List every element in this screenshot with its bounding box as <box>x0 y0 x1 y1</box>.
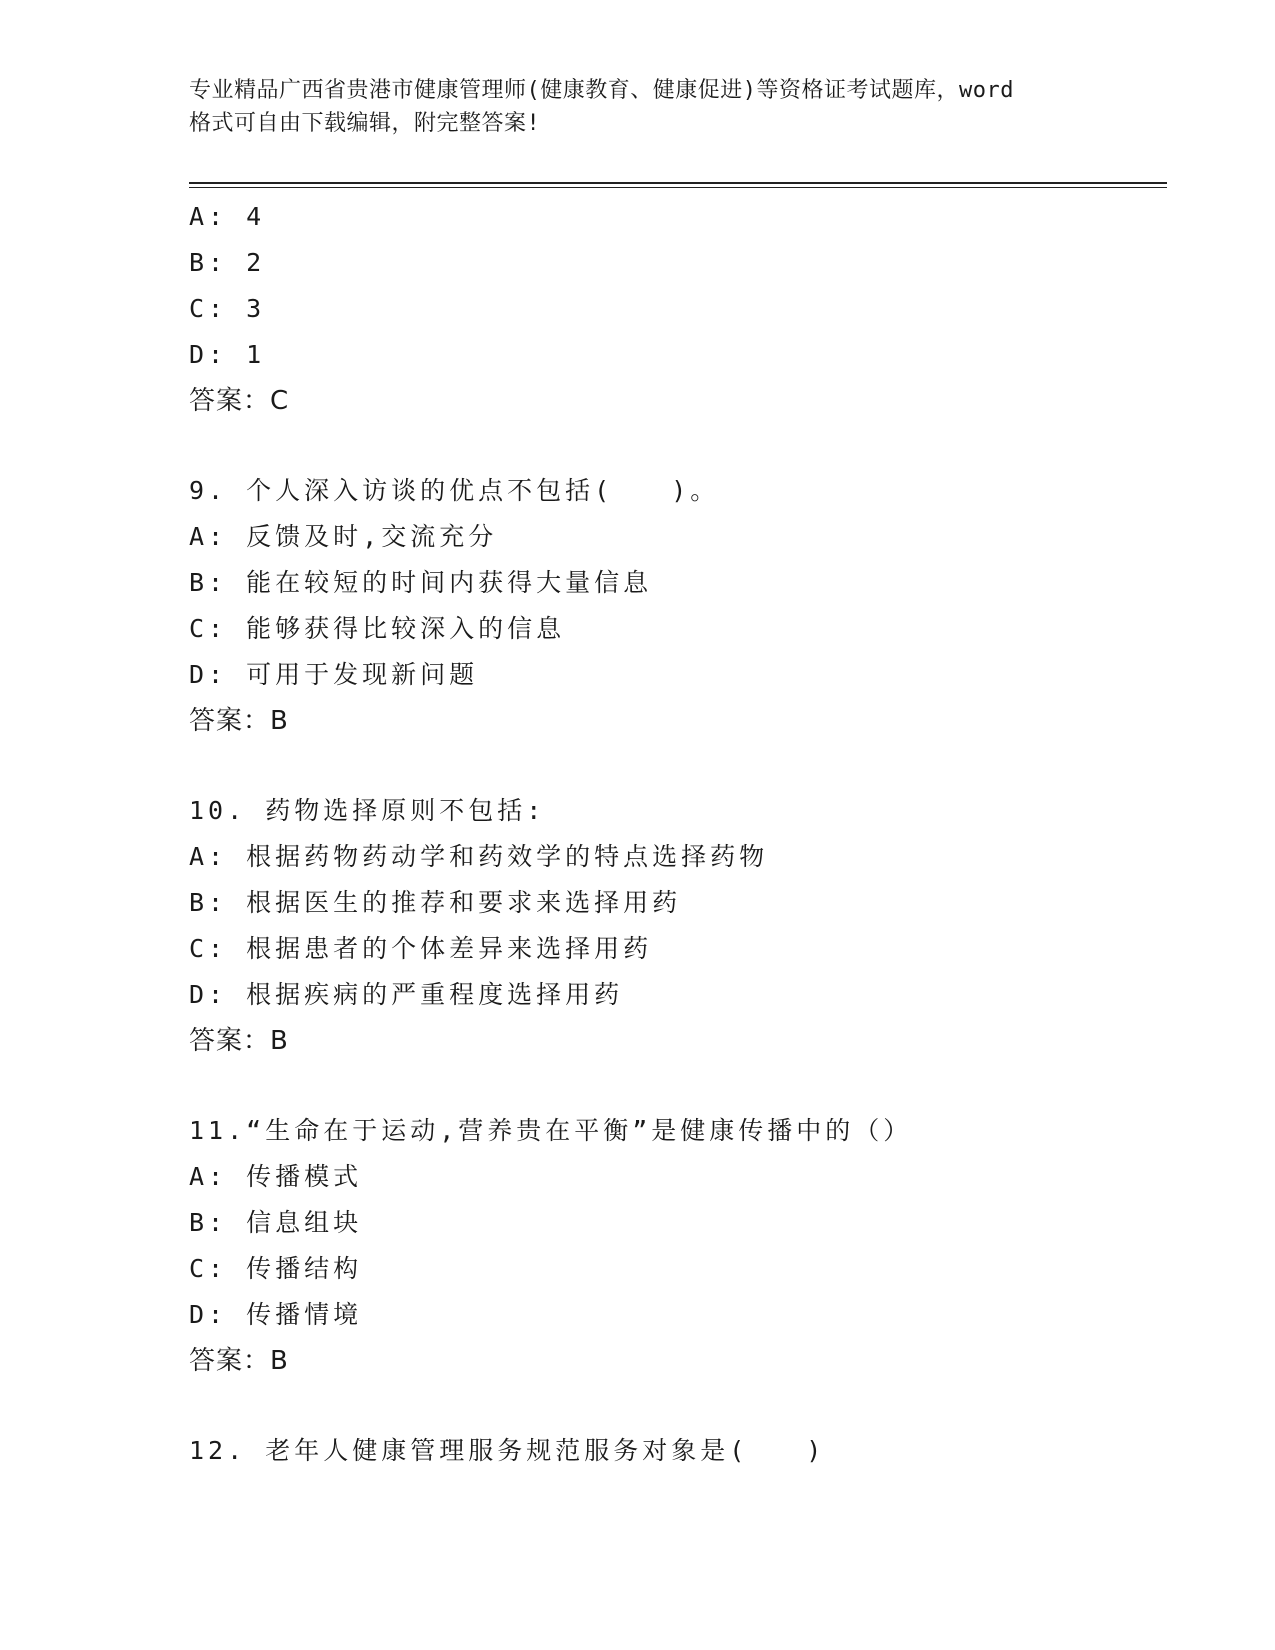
answer-line <box>189 378 1169 424</box>
option-text: 根据患者的个体差异来选择用药 <box>246 934 653 963</box>
option-key: A: <box>189 1162 228 1191</box>
header-divider <box>189 182 1167 188</box>
document-header <box>189 74 1109 140</box>
option-text: 2 <box>246 248 266 277</box>
option-text: 4 <box>246 202 266 231</box>
option-text: 反馈及时,交流充分 <box>246 522 498 551</box>
header-title-line-1: 专业精品广西省贵港市健康管理师(健康教育、健康促进)等资格证考试题库，word <box>189 78 1014 103</box>
answer-line <box>189 1018 1169 1064</box>
option-b <box>189 240 1169 286</box>
option-key: B: <box>189 1208 228 1237</box>
option-text: 可用于发现新问题 <box>246 660 479 689</box>
question-12 <box>189 1428 1169 1474</box>
option-key: C: <box>189 1254 228 1283</box>
option-c <box>189 1246 1169 1292</box>
option-b <box>189 1200 1169 1246</box>
option-a <box>189 514 1169 560</box>
spacer <box>189 744 1169 788</box>
option-key: B: <box>189 888 228 917</box>
option-d <box>189 972 1169 1018</box>
answer-label: 答案： <box>189 386 271 416</box>
option-text: 能够获得比较深入的信息 <box>246 614 566 643</box>
option-b <box>189 560 1169 606</box>
option-key: C: <box>189 934 228 963</box>
option-text: 信息组块 <box>246 1208 363 1237</box>
option-text: 根据疾病的严重程度选择用药 <box>246 980 624 1009</box>
option-text: 传播模式 <box>246 1162 363 1191</box>
option-key: D: <box>189 660 228 689</box>
option-a <box>189 194 1169 240</box>
option-text: 能在较短的时间内获得大量信息 <box>246 568 653 597</box>
option-key: D: <box>189 340 228 369</box>
answer-value: B <box>270 1346 289 1376</box>
question-stem: 12. 老年人健康管理服务规范服务对象是( ) <box>189 1436 826 1465</box>
question-11 <box>189 1108 1169 1384</box>
spacer <box>189 1064 1169 1108</box>
answer-line <box>189 1338 1169 1384</box>
option-d <box>189 652 1169 698</box>
answer-value: B <box>270 706 289 736</box>
answer-label: 答案： <box>189 1026 271 1056</box>
option-b <box>189 880 1169 926</box>
option-text: 根据医生的推荐和要求来选择用药 <box>246 888 682 917</box>
option-c <box>189 286 1169 332</box>
option-key: C: <box>189 294 228 323</box>
answer-value: C <box>270 386 290 416</box>
answer-label: 答案： <box>189 1346 271 1376</box>
question-stem: 11.“生命在于运动,营养贵在平衡”是健康传播中的（） <box>189 1116 913 1145</box>
option-text: 传播情境 <box>246 1300 363 1329</box>
option-text: 1 <box>246 340 266 369</box>
answer-value: B <box>270 1026 289 1056</box>
option-text: 传播结构 <box>246 1254 363 1283</box>
option-key: A: <box>189 522 228 551</box>
question-list <box>189 194 1169 1474</box>
option-text: 3 <box>246 294 266 323</box>
option-d <box>189 332 1169 378</box>
question-stem: 10. 药物选择原则不包括: <box>189 796 546 825</box>
option-c <box>189 606 1169 652</box>
question-8-continuation <box>189 194 1169 424</box>
option-key: B: <box>189 568 228 597</box>
answer-label: 答案： <box>189 706 271 736</box>
question-9 <box>189 468 1169 744</box>
option-a <box>189 834 1169 880</box>
option-key: D: <box>189 980 228 1009</box>
option-text: 根据药物药动学和药效学的特点选择药物 <box>246 842 769 871</box>
option-key: D: <box>189 1300 228 1329</box>
question-10 <box>189 788 1169 1064</box>
option-key: A: <box>189 202 228 231</box>
option-d <box>189 1292 1169 1338</box>
question-stem: 9. 个人深入访谈的优点不包括( )。 <box>189 476 720 505</box>
option-a <box>189 1154 1169 1200</box>
header-title-line-2: 格式可自由下载编辑，附完整答案! <box>189 111 541 136</box>
answer-line <box>189 698 1169 744</box>
option-c <box>189 926 1169 972</box>
spacer <box>189 1384 1169 1428</box>
option-key: C: <box>189 614 228 643</box>
option-key: B: <box>189 248 228 277</box>
option-key: A: <box>189 842 228 871</box>
spacer <box>189 424 1169 468</box>
